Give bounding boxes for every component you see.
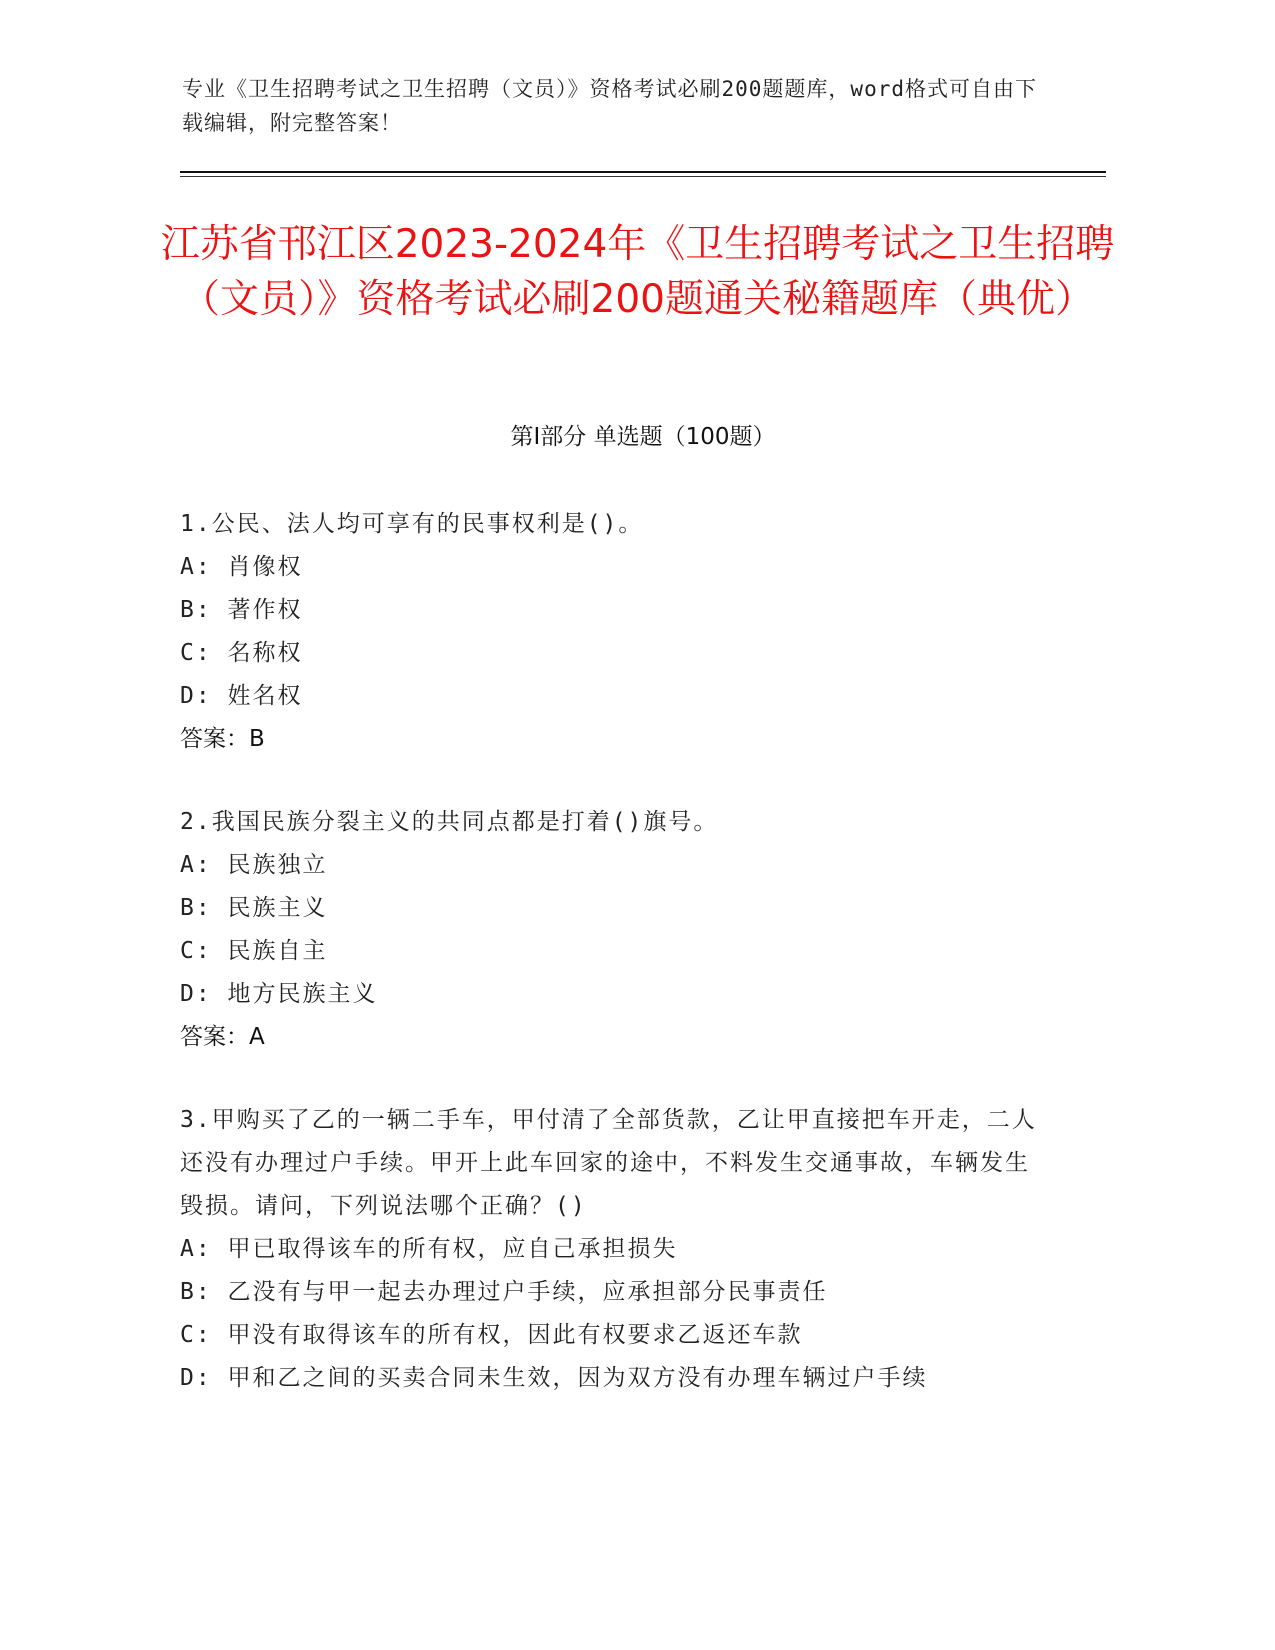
option-b: B: 著作权 — [180, 597, 303, 623]
document-title: 江苏省邗江区2023-2024年《卫生招聘考试之卫生招聘（文员）》资格考试必刷200题通关秘籍题库（典优） — [160, 222, 1115, 322]
question-stem: 2.我国民族分裂主义的共同点都是打着()旗号。 — [180, 809, 719, 835]
option-b: B: 民族主义 — [180, 895, 328, 921]
option-c: C: 甲没有取得该车的所有权，因此有权要求乙返还车款 — [180, 1322, 803, 1348]
question-stem: 1.公民、法人均可享有的民事权利是()。 — [180, 511, 644, 537]
section-title: 第Ⅰ部分 单选题（100题） — [510, 424, 776, 450]
question-stem: 3.甲购买了乙的一辆二手车，甲付清了全部货款，乙让甲直接把车开走，二人还没有办理过户手续。甲开上此车回家的途中，不料发生交通事故，车辆发生毁损。请问，下列说法哪个正确？() — [180, 1107, 1037, 1219]
answer: 答案：B — [180, 726, 265, 752]
option-c: C: 民族自主 — [180, 938, 328, 964]
question-1 — [180, 503, 1040, 761]
option-d: D: 甲和乙之间的买卖合同未生效，因为双方没有办理车辆过户手续 — [180, 1365, 928, 1391]
question-list — [180, 503, 1040, 1440]
option-d: D: 地方民族主义 — [180, 981, 378, 1007]
option-a: A: 甲已取得该车的所有权，应自己承担损失 — [180, 1236, 678, 1262]
option-d: D: 姓名权 — [180, 683, 303, 709]
option-b: B: 乙没有与甲一起去办理过户手续，应承担部分民事责任 — [180, 1279, 828, 1305]
header-rule-thick — [180, 171, 1106, 173]
question-3 — [180, 1099, 1040, 1400]
option-a: A: 民族独立 — [180, 852, 328, 878]
option-a: A: 肖像权 — [180, 554, 303, 580]
option-c: C: 名称权 — [180, 640, 303, 666]
answer: 答案：A — [180, 1024, 265, 1050]
header-rule-thin — [180, 176, 1106, 177]
header-note: 专业《卫生招聘考试之卫生招聘（文员）》资格考试必刷200题题库，word格式可自由下载编辑，附完整答案！ — [182, 77, 1037, 135]
question-2 — [180, 801, 1040, 1059]
